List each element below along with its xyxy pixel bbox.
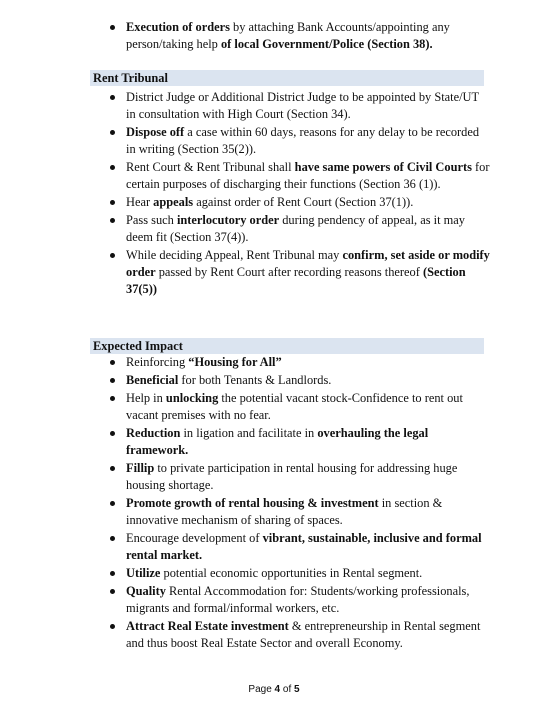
list-item [94,159,490,193]
text-segment: Pass such [126,213,177,227]
footer-middle: of [280,684,295,695]
bold-text: Attract Real Estate investment [126,619,289,633]
text-segment: Hear [126,195,154,209]
bold-text: (Section 37(5)) [126,265,466,296]
bold-text: overhauling the legal framework. [126,426,429,457]
text-segment: District Judge or Additional District Judge to be appointed by State/UT in consultation with High Court (Section 34). [126,90,479,121]
text-segment: Encourage development of [126,531,263,545]
text-segment: by attaching Bank Accounts/appointing any person/taking help [126,20,450,51]
section-heading-rent-tribunal: Rent Tribunal [90,70,484,86]
bold-text: appeals [153,195,194,209]
bold-text: interlocutory order [176,213,280,227]
bold-text: “Housing for All” [188,355,282,369]
list-item [94,19,490,53]
list-item [94,583,490,617]
text-segment: for certain purposes of discharging their functions (Section 36 (1)). [126,160,490,191]
list-item [94,89,490,123]
list-item [94,354,490,371]
bold-text: Execution of orders [126,20,230,34]
bold-text: Utilize [126,566,161,580]
bold-text: Reduction [126,426,181,440]
section-heading-expected-impact: Expected Impact [90,338,484,354]
text-segment: Reinforcing [126,355,189,369]
list-item [94,618,490,652]
text-segment: While deciding Appeal, Rent Tribunal may [126,248,343,262]
text-segment: potential economic opportunities in Rental segment. [160,566,423,580]
list-item [94,124,490,158]
list-item [94,372,490,389]
list-item [94,247,490,298]
bold-text: Quality [126,584,166,598]
bold-text: have same powers of Civil Courts [294,160,472,174]
page-footer [0,684,548,695]
footer-prefix: Page [248,684,275,695]
text-segment: Rent Court & Rent Tribunal shall [126,160,295,174]
rent-tribunal-list [94,89,490,299]
text-segment: for both Tenants & Landlords. [178,373,332,387]
list-item [94,460,490,494]
expected-impact-list [94,354,490,653]
text-segment: passed by Rent Court after recording reasons thereof [155,265,423,279]
list-item [94,212,490,246]
bold-text: Promote growth of rental housing & investment [126,496,379,510]
list-item [94,194,490,211]
bold-text: Dispose off [126,125,185,139]
list-item [94,530,490,564]
top-bullet-list [94,19,490,54]
bold-text: Fillip [126,461,155,475]
text-segment: Rental Accommodation for: Students/working professionals, migrants and formal/informal workers, etc. [126,584,470,615]
bold-text: confirm, set aside or modify order [126,248,490,279]
bold-text: Beneficial [126,373,179,387]
list-item [94,495,490,529]
text-segment: in ligation and facilitate in [180,426,318,440]
text-segment: a case within 60 days, reasons for any delay to be recorded in writing (Section 35(2)). [126,125,480,156]
footer-current-page: 4 [274,684,281,695]
text-segment: during pendency of appeal, as it may deem fit (Section 37(4)). [126,213,465,244]
footer-total-pages: 5 [294,684,300,695]
bold-text: vibrant, sustainable, inclusive and formal rental market. [126,531,482,562]
list-item [94,425,490,459]
text-segment: & entrepreneurship in Rental segment and thus boost Real Estate Sector and overall Economy. [126,619,481,650]
text-segment: Help in [126,391,166,405]
text-segment: the potential vacant stock-Confidence to rent out vacant premises with no fear. [126,391,463,422]
text-segment: to private participation in rental housing for addressing huge housing shortage. [126,461,458,492]
list-item [94,565,490,582]
text-segment: in section & innovative mechanism of sharing of spaces. [126,496,443,527]
text-segment: against order of Rent Court (Section 37(1)). [193,195,414,209]
bold-text: of local Government/Police (Section 38). [220,37,433,51]
list-item [94,390,490,424]
bold-text: unlocking [165,391,219,405]
